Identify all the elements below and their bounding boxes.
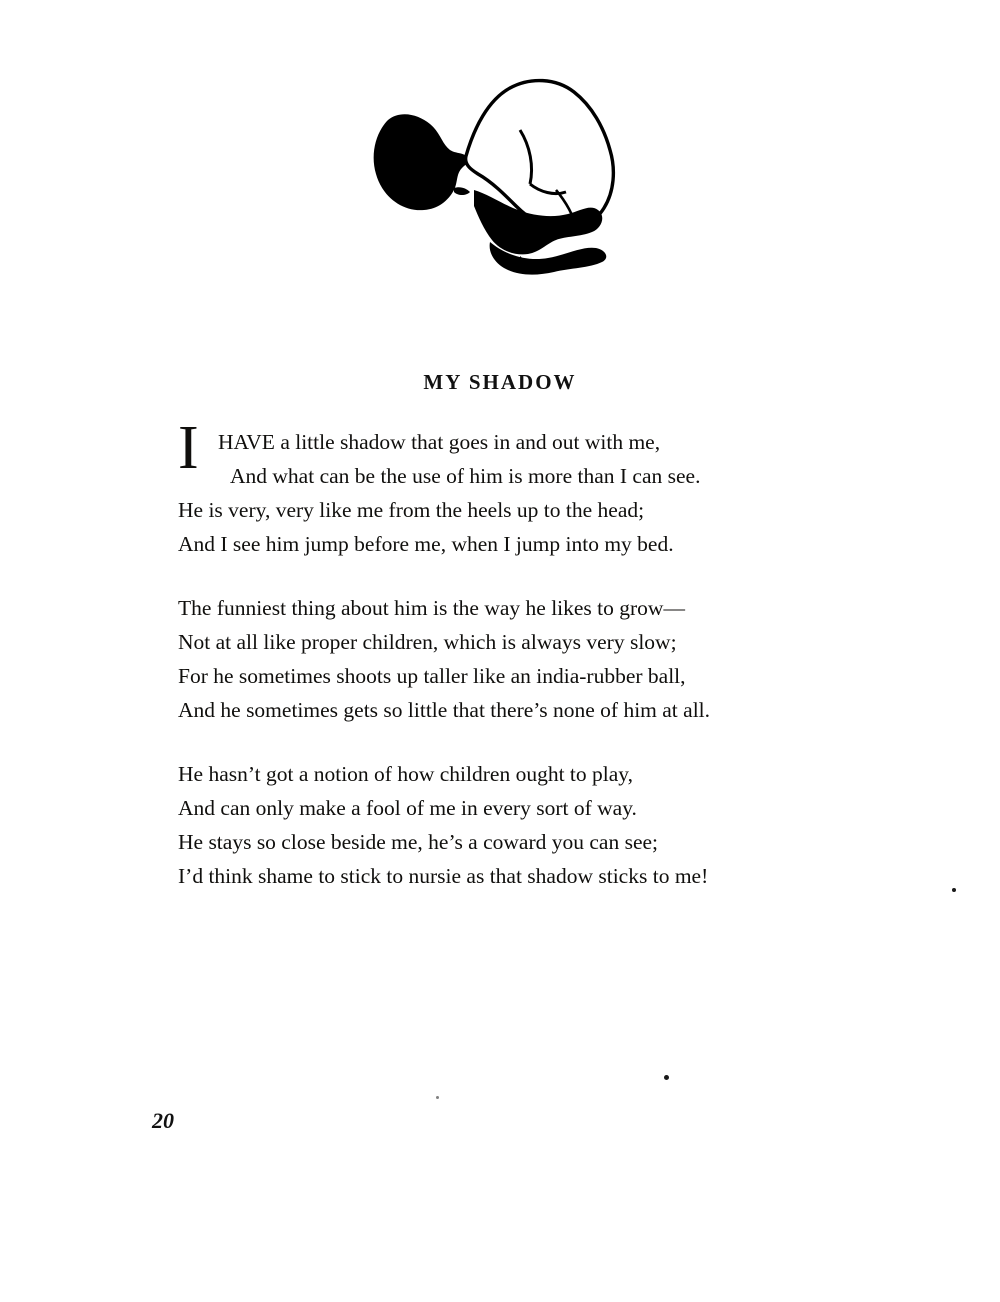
poem-body	[178, 414, 878, 893]
poem-line: I’d think shame to stick to nursie as that shadow sticks to me!	[178, 864, 709, 888]
poem-line: He hasn’t got a notion of how children ought to play,	[178, 762, 634, 786]
poem-line: And he sometimes gets so little that there’s none of him at all.	[178, 698, 711, 722]
page-number: 20	[152, 1108, 174, 1133]
poem-line: He stays so close beside me, he’s a coward you can see;	[178, 830, 659, 854]
ink-speck	[436, 1096, 439, 1099]
poem-line: He is very, very like me from the heels up to the head;	[178, 498, 645, 522]
ink-speck	[664, 1075, 669, 1080]
poem-line: For he sometimes shoots up taller like an india-rubber ball,	[178, 664, 686, 688]
poem-line: The funniest thing about him is the way he likes to grow—	[178, 596, 685, 620]
drop-cap: I	[178, 414, 199, 482]
poem-line: Not at all like proper children, which is always very slow;	[178, 630, 677, 654]
stanza	[178, 591, 878, 727]
ink-speck	[952, 888, 956, 892]
child-bowing-with-shadow-drawing	[370, 70, 660, 285]
poem-line: HAVE a little shadow that goes in and out with me,	[218, 430, 661, 454]
stanza	[178, 414, 878, 561]
poem-line: And what can be the use of him is more than I can see.	[230, 464, 701, 488]
poem-line: And can only make a fool of me in every sort of way.	[178, 796, 637, 820]
poem-line: And I see him jump before me, when I jump into my bed.	[178, 532, 674, 556]
page-title: MY SHADOW	[423, 370, 577, 394]
stanza	[178, 757, 878, 893]
